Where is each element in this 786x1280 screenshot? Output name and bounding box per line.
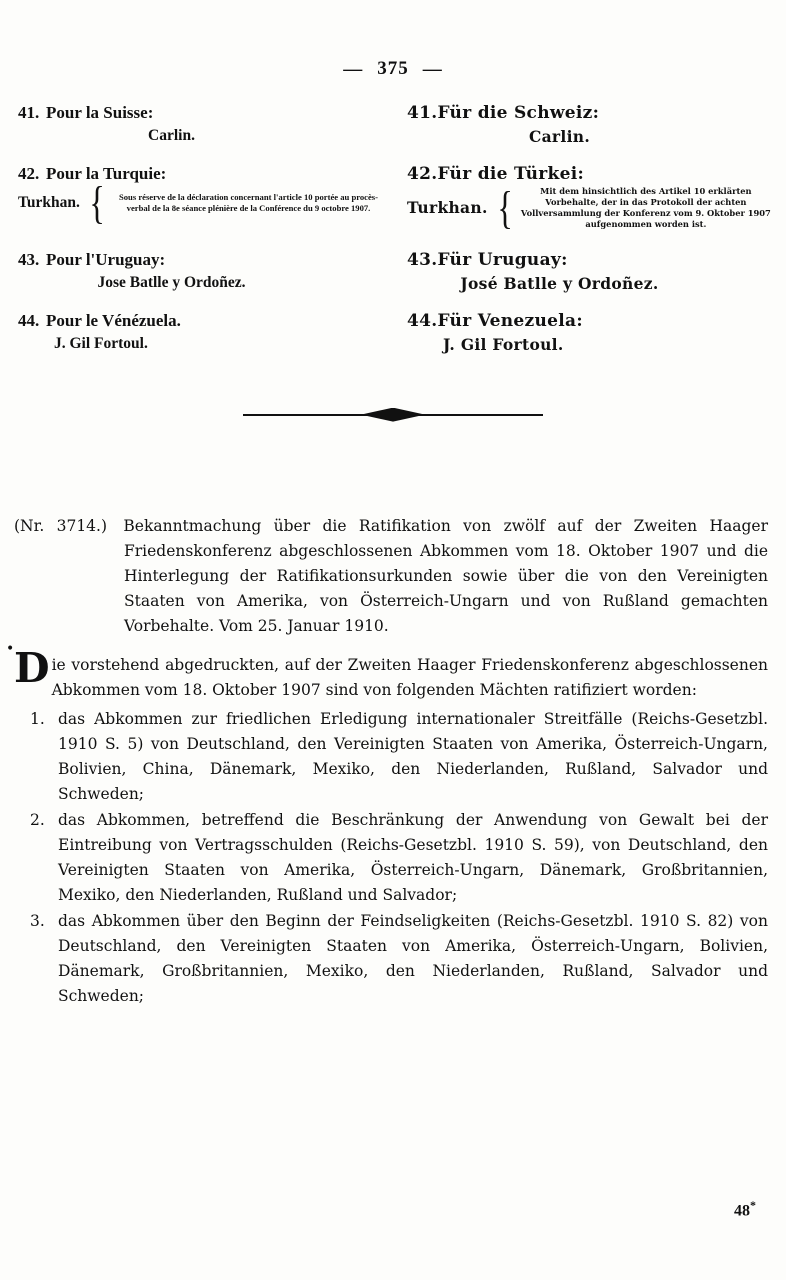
entry-number-de: 42. (407, 163, 438, 184)
list-item-text: das Abkommen über den Beginn der Feindseligkeiten (Reichs-Gesetzbl. 1910 S. 82) von Deutschland, den Vereinigten Staaten von Amerika, Österreich-Ungarn, Bolivien, Dänemark, Großbritannien, Mexiko, den Niederlanden, Rußland, Salvador und Schweden; (58, 911, 768, 1005)
entry-title-de: Für die Schweiz: (437, 102, 600, 123)
ornament-diamond-icon (361, 408, 425, 422)
reservation-text-de: Mit dem hinsichtlich des Artikel 10 erklärten Vorbehalte, der in das Protokoll der achten Vollversammlung der Konferenz vom 9. Oktober 1907 aufgenommen worden ist. (520, 185, 771, 229)
entry-title-de: Für Uruguay: (437, 249, 568, 270)
ornament-divider (243, 408, 543, 422)
entry-signer-de: Turkhan. (407, 198, 488, 218)
list-item-text: das Abkommen, betreffend die Beschränkung der Anwendung von Gewalt bei der Eintreibung von Vertragsschulden (Reichs-Gesetzbl. 1910 S. 59), von Deutschland, den Vereinigten Staaten von Amerika, Österreich-Ungarn, Dänemark, Großbritannien, Mexiko, den Niederlanden, Rußland und Salvador; (58, 810, 768, 904)
reservation-row-fr (18, 176, 385, 228)
signature-entry-fr (14, 311, 393, 354)
entry-heading-fr (18, 311, 385, 331)
entry-number-de: 41. (407, 102, 438, 123)
entry-signer-fr: Jose Batlle y Ordoñez. (97, 273, 246, 291)
page-number: 375 (377, 58, 409, 79)
entry-title-de: Für die Türkei: (437, 163, 585, 184)
entry-signer-fr: J. Gil Fortoul. (54, 334, 148, 352)
entry-heading-de (407, 103, 772, 123)
entry-number-fr: 42. (18, 163, 40, 183)
entry-number-fr: 43. (18, 249, 40, 269)
signature-entry-fr (14, 164, 393, 230)
entry-signer-de: Carlin. (528, 126, 591, 146)
page-header (0, 0, 786, 81)
signature-entry-de (393, 311, 772, 354)
signature-entry-de (393, 250, 772, 293)
entry-title-fr: Pour l'Uruguay: (46, 249, 166, 269)
entry-signer-fr: Carlin. (148, 126, 195, 144)
signature-entry (14, 311, 772, 354)
entry-number-de: 43. (407, 249, 438, 270)
entry-heading-de (407, 311, 772, 331)
brace-icon: { (89, 176, 105, 228)
signature-entry-fr (14, 103, 393, 146)
ratification-list (14, 707, 768, 1009)
notice-section (0, 514, 786, 1009)
entry-heading-fr (18, 164, 385, 184)
notice-headline-text: Bekanntmachung über die Ratifikation von zwölf auf der Zweiten Haager Friedenskonferenz abgeschlossenen Abkommen vom 18. Oktober 1907 und die Hinterlegung der Ratifikationsurkunden sowie über die von den Vereinigten Staaten von Amerika, von Österreich-Ungarn und von Rußland gemachten Vorbehalte. Vom 25. Januar 1910. (123, 516, 768, 635)
notice-intro-text: ie vorstehend abgedruckten, auf der Zweiten Haager Friedenskonferenz abgeschlossenen Abkommen vom 18. Oktober 1907 sind von folgenden Mächten ratifiziert worden: (51, 655, 768, 699)
header-dash-right: — (422, 58, 443, 80)
entry-signer-de: J. Gil Fortoul. (443, 334, 564, 354)
drop-cap: D (14, 643, 50, 692)
list-item (14, 707, 768, 807)
signature-entry-de (393, 163, 772, 233)
folio-number: 48 (734, 1202, 750, 1219)
list-item-marker: 1. (30, 709, 45, 728)
reservation-row-de (407, 181, 772, 233)
entry-number-fr: 44. (18, 310, 40, 330)
entry-title-fr: Pour la Suisse: (46, 102, 154, 122)
notice-intro (6, 640, 768, 703)
entry-title-de: Für Venezuela: (437, 310, 583, 331)
entry-heading-fr (18, 250, 385, 270)
entry-number-fr: 41. (18, 102, 40, 122)
signature-entry (14, 250, 772, 293)
header-dash-left: — (343, 58, 364, 80)
signature-entry-de (393, 103, 772, 146)
entry-title-fr: Pour le Vénézuela. (46, 310, 181, 330)
notice-headline (14, 514, 768, 639)
entry-signer-fr: Turkhan. (18, 193, 80, 211)
margin-dot-icon: • (6, 640, 15, 657)
signature-section (0, 103, 786, 354)
entry-heading-fr (18, 103, 385, 123)
list-item (14, 808, 768, 908)
folio-asterisk-icon: * (750, 1197, 756, 1212)
entry-title-fr: Pour la Turquie: (46, 163, 167, 183)
list-item-marker: 2. (30, 810, 45, 829)
reservation-text-fr: Sous réserve de la déclaration concernant l'article 10 portée au procès-verbal de la 8e séance plénière de la Conférence du 9 octobre 1907. (118, 191, 379, 213)
list-item-marker: 3. (30, 911, 45, 930)
entry-signer-de: José Batlle y Ordoñez. (460, 273, 659, 293)
signature-entry (14, 163, 772, 233)
list-item-text: das Abkommen zur friedlichen Erledigung internationaler Streitfälle (Reichs-Gesetzbl. 1910 S. 5) von Deutschland, den Vereinigten Staaten von Amerika, Österreich-Ungarn, Bolivien, China, Dänemark, Mexiko, den Niederlanden, Rußland, Salvador und Schweden; (58, 709, 768, 803)
folio-signature-mark (734, 1198, 756, 1220)
notice-number: (Nr. 3714.) (14, 516, 108, 535)
list-item (14, 909, 768, 1009)
signature-entry-fr (14, 250, 393, 293)
entry-heading-de (407, 250, 772, 270)
brace-icon: { (496, 181, 513, 233)
entry-number-de: 44. (407, 310, 438, 331)
signature-entry (14, 103, 772, 146)
entry-heading-de (407, 164, 772, 184)
